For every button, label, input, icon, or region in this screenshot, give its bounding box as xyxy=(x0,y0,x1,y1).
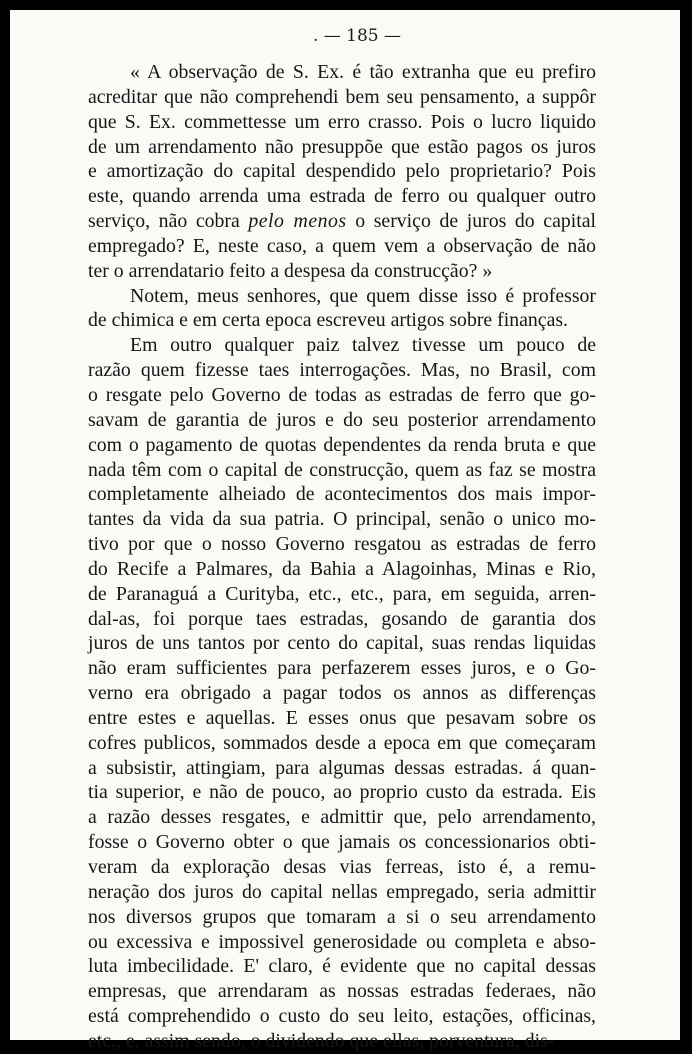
paragraph xyxy=(88,333,596,1053)
text-line: nos diversos grupos que tomaram a si o seu arrendamento xyxy=(88,905,596,928)
text-line: empresas, que arrendaram as nossas estradas federaes, não xyxy=(88,980,596,1003)
text-line: tivo por que o nosso Governo resgatou as estradas de ferro xyxy=(88,533,596,556)
text-line: savam de garantia de juros e do seu posterior arrendamento xyxy=(88,408,596,431)
text-line: veram da exploração desas vias ferreas, isto é, a remu- xyxy=(88,856,596,878)
text-line: tia superior, e não de pouco, ao proprio custo da estrada. Eis xyxy=(88,781,596,804)
page-number: . — 185 — xyxy=(312,26,402,46)
text-line: juros de uns tantos por cento do capital, suas rendas liquidas xyxy=(88,632,596,655)
text-line: empregado? E, neste caso, a quem vem a observação de não xyxy=(88,234,596,257)
text-line: o resgate pelo Governo de todas as estradas de ferro que go- xyxy=(88,383,596,406)
text-line: completamente alheiado de acontecimentos dos mais impor- xyxy=(88,483,596,506)
text-line: verno era obrigado a pagar todos os annos as differenças xyxy=(88,682,596,705)
text-line: não eram sufficientes para perfazerem esses juros, e o Go- xyxy=(88,657,596,680)
text-line: a subsistir, attingiam, para algumas dessas estradas. á quan- xyxy=(88,756,596,779)
paragraph xyxy=(88,284,596,334)
text-line: a razão desses resgates, e admittir que, pelo arrendamento, xyxy=(88,806,596,829)
text-line: de chimica e em certa epoca escreveu artigos sobre finanças. xyxy=(88,309,568,332)
text-line: de um arrendamento não presuppõe que estão pagos os juros xyxy=(88,135,596,158)
text-line: serviço, não cobra pelo menos o serviço de juros do capital xyxy=(88,210,597,233)
text-line: cofres publicos, sommados desde a epoca em que começaram xyxy=(88,731,596,754)
italic-emphasis: pelo menos xyxy=(248,210,347,233)
body-text xyxy=(88,60,596,1054)
text-line: este, quando arrenda uma estrada de ferro ou qualquer outro xyxy=(88,185,596,208)
text-line: etc., e, assim sendo, o dividendo que ellas, porventura, dis- xyxy=(88,1029,555,1052)
text-line: luta imbecilidade. E' claro, é evidente que no capital dessas xyxy=(88,955,596,978)
text-line: entre estes e aquellas. E esses onus que pesavam sobre os xyxy=(88,706,596,729)
text-line: de Paranaguá a Curityba, etc., etc., para, em seguida, arren- xyxy=(88,582,596,605)
text-line: e amortização do capital despendido pelo proprietario? Pois xyxy=(88,160,596,183)
text-line: acreditar que não comprehendi bem seu pensamento, a suppôr xyxy=(88,85,596,108)
text-line: com o pagamento de quotas dependentes da renda bruta e que xyxy=(88,433,596,456)
text-line: dal-as, foi porque taes estradas, gosando de garantia dos xyxy=(88,607,596,630)
text-line: « A observação de S. Ex. é tão extranha que eu prefiro xyxy=(130,61,596,83)
text-line: ter o arrendatario feito a despesa da construcção? » xyxy=(88,259,493,282)
text-line: Em outro qualquer paiz talvez tivesse um pouco de xyxy=(130,334,596,357)
text-line: nada têm com o capital de construcção, quem as faz se mostra xyxy=(88,458,596,481)
text-line: está comprehendido o custo do seu leito, estações, officinas, xyxy=(88,1005,596,1028)
text-line: que S. Ex. commettesse um erro crasso. Pois o lucro liquido xyxy=(88,110,596,133)
text-line: do Recife a Palmares, da Bahia a Alagoinhas, Minas e Rio, xyxy=(88,557,596,580)
text-line: tantes da vida da sua patria. O principal, senão o unico mo- xyxy=(88,508,596,531)
text-line: Notem, meus senhores, que quem disse isso é professor xyxy=(130,284,596,307)
text-line: ou excessiva e impossivel generosidade ou completa e abso- xyxy=(88,930,596,953)
paragraph xyxy=(88,60,596,284)
text-line: razão quem fizesse taes interrogações. Mas, no Brasil, com xyxy=(88,359,596,382)
text-line: neração dos juros do capital nellas empregado, seria admittir xyxy=(88,880,596,903)
text-line: fosse o Governo obter o que jamais os concessionarios obti- xyxy=(88,831,596,854)
book-page xyxy=(10,10,680,1052)
